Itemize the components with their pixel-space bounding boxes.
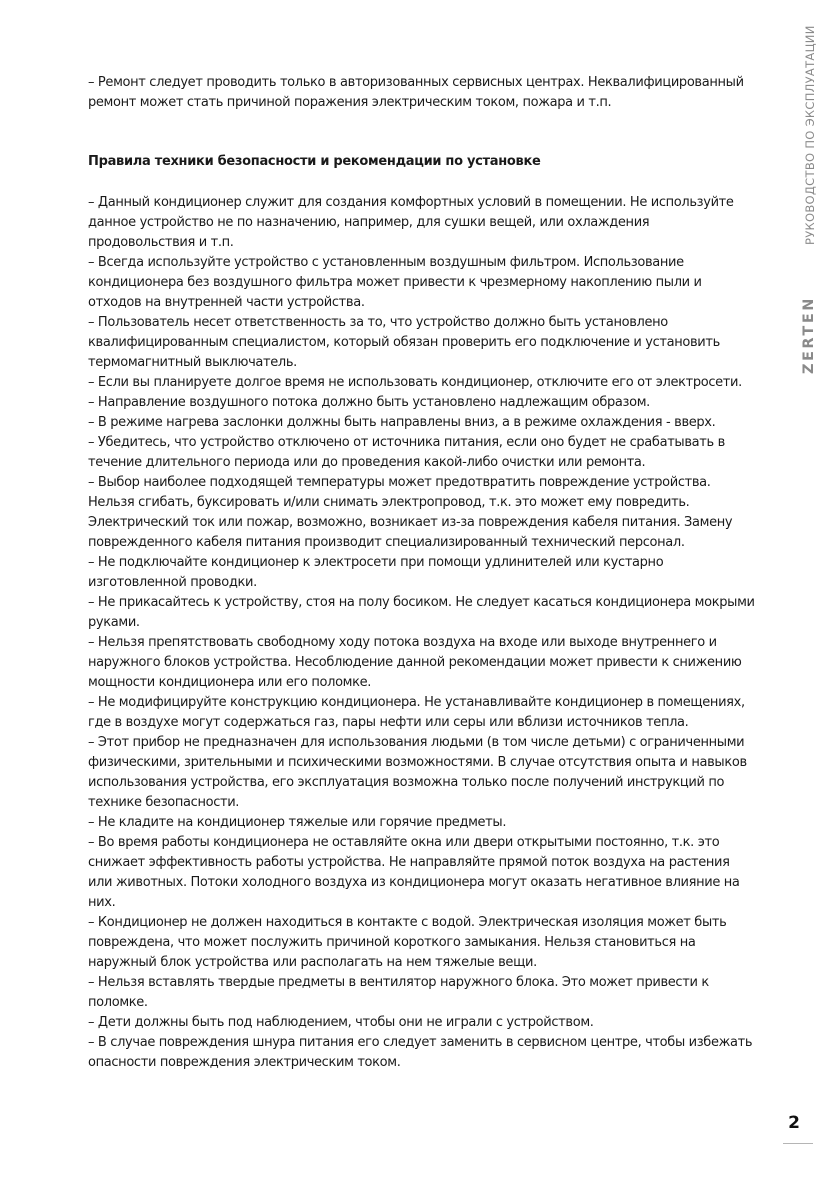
safety-item-3: – Пользователь несет ответственность за то, что устройство должно быть установлено квалифицированным специалистом, который обязан проверить его подключение и установить термомагнитный выключатель. (88, 315, 720, 370)
safety-item-9: – Не подключайте кондиционер к электросети при помощи удлинителей или кустарно изготовленной проводки. (88, 555, 664, 590)
section-heading: Правила техники безопасности и рекомендации по установке (88, 154, 541, 169)
safety-item-2: – Всегда используйте устройство с установленным воздушным фильтром. Использование кондиционера без воздушного фильтра может привести к чрезмерному накоплению пыли и отходов на внутренней части устройства. (88, 255, 702, 310)
safety-item-17: – Нельзя вставлять твердые предметы в вентилятор наружного блока. Это может привести к поломке. (88, 975, 709, 1010)
safety-item-14: – Не кладите на кондиционер тяжелые или горячие предметы. (88, 815, 507, 830)
safety-item-12: – Не модифицируйте конструкцию кондиционера. Не устанавливайте кондиционер в помещениях, где в воздухе могут содержаться газ, пары нефти или серы или вблизи источников тепла. (88, 695, 745, 730)
manual-title: РУКОВОДСТВО ПО ЭКСПЛУАТАЦИИ (803, 25, 817, 245)
safety-item-1: – Данный кондиционер служит для создания комфортных условий в помещении. Не используйте данное устройство не по назначению, например, для сушки вещей, или охлаждения продовольствия и т.п. (88, 195, 734, 250)
safety-item-13: – Этот прибор не предназначен для использования людьми (в том числе детьми) с ограниченными физическими, зрительными и психическими возможностями. В случае отсутствия опыта и навыков использования устройства, его эксплуатация возможна только после получений инструкций по технике безопасности. (88, 735, 747, 810)
brand-logo-text: ZERTEN (801, 296, 817, 374)
safety-item-15: – Во время работы кондиционера не оставляйте окна или двери открытыми постоянно, т.к. это снижает эффективность работы устройства. Не направляйте прямой поток воздуха на растения или животных. Потоки холодного воздуха из кондиционера могут оказать негативное влияние на них. (88, 835, 740, 910)
safety-item-8: – Выбор наиболее подходящей температуры может предотвратить повреждение устройства. Нельзя сгибать, буксировать и/или снимать электропровод, т.к. это может ему повредить. Электрический ток или пожар, возможно, возникает из-за повреждения кабеля питания. Замену поврежденного кабеля питания производит специализированный технический персонал. (88, 475, 733, 550)
safety-item-11: – Нельзя препятствовать свободному ходу потока воздуха на входе или выходе внутреннего и наружного блоков устройства. Несоблюдение данной рекомендации может привести к снижению мощности кондиционера или его поломке. (88, 635, 742, 690)
page-content (88, 73, 756, 1073)
safety-item-16: – Кондиционер не должен находиться в контакте с водой. Электрическая изоляция может быть повреждена, что может послужить причиной короткого замыкания. Нельзя становиться на наружный блок устройства или располагать на нем тяжелые вещи. (88, 915, 727, 970)
page-number-rule (783, 1143, 813, 1144)
intro-paragraph: – Ремонт следует проводить только в авторизованных сервисных центрах. Неквалифицированный ремонт может стать причиной поражения электрическим током, пожара и т.п. (88, 75, 744, 110)
safety-item-5: – Направление воздушного потока должно быть установлено надлежащим образом. (88, 395, 650, 410)
safety-item-19: – В случае повреждения шнура питания его следует заменить в сервисном центре, чтобы избежать опасности повреждения электрическим током. (88, 1035, 753, 1070)
safety-item-10: – Не прикасайтесь к устройству, стоя на полу босиком. Не следует касаться кондиционера мокрыми руками. (88, 595, 755, 630)
sidebar (801, 20, 831, 374)
page-number: 2 (788, 1113, 800, 1133)
safety-item-6: – В режиме нагрева заслонки должны быть направлены вниз, а в режиме охлаждения - вверх. (88, 415, 716, 430)
safety-item-7: – Убедитесь, что устройство отключено от источника питания, если оно будет не срабатывать в течение длительного периода или до проведения какой-либо очистки или ремонта. (88, 435, 725, 470)
safety-item-4: – Если вы планируете долгое время не использовать кондиционер, отключите его от электросети. (88, 375, 742, 390)
safety-item-18: – Дети должны быть под наблюдением, чтобы они не играли с устройством. (88, 1015, 594, 1030)
